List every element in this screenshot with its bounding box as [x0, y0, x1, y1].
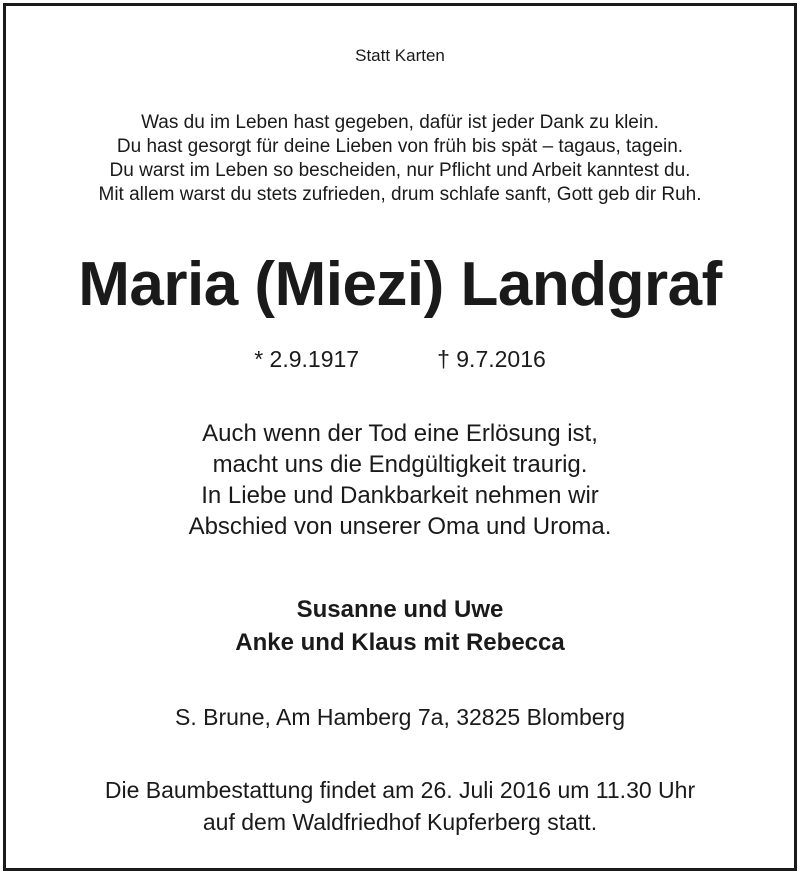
poem-line: Mit allem warst du stets zufrieden, drum schlafe sanft, Gott geb dir Ruh.	[98, 184, 702, 205]
message-line: In Liebe und Dankbarkeit nehmen wir	[201, 482, 599, 509]
burial-line: auf dem Waldfriedhof Kupferberg statt.	[202, 809, 598, 835]
mourner-line: Anke und Klaus mit Rebecca	[235, 629, 565, 656]
mourners	[0, 593, 800, 659]
farewell-message	[0, 418, 800, 542]
poem	[0, 111, 800, 207]
deceased-name: Maria (Miezi) Landgraf	[78, 250, 722, 319]
life-dates	[0, 345, 800, 373]
address: S. Brune, Am Hamberg 7a, 32825 Blomberg	[174, 704, 626, 730]
poem-line: Was du im Leben hast gegeben, dafür ist jeder Dank zu klein.	[141, 112, 659, 133]
burial-info	[0, 774, 800, 838]
burial-line: Die Baumbestattung findet am 26. Juli 2016 um 11.30 Uhr	[104, 777, 696, 803]
poem-line: Du warst im Leben so bescheiden, nur Pflicht und Arbeit kanntest du.	[109, 160, 691, 181]
poem-line: Du hast gesorgt für deine Lieben von früh bis spät – tagaus, tagein.	[116, 136, 684, 157]
message-line: Auch wenn der Tod eine Erlösung ist,	[202, 420, 598, 447]
message-line: Abschied von unserer Oma und Uroma.	[188, 513, 612, 540]
header-text: Statt Karten	[355, 46, 445, 65]
death-date: † 9.7.2016	[437, 346, 546, 372]
message-line: macht uns die Endgültigkeit traurig.	[212, 451, 588, 478]
mourner-line: Susanne und Uwe	[296, 596, 504, 623]
birth-date: * 2.9.1917	[254, 346, 360, 372]
